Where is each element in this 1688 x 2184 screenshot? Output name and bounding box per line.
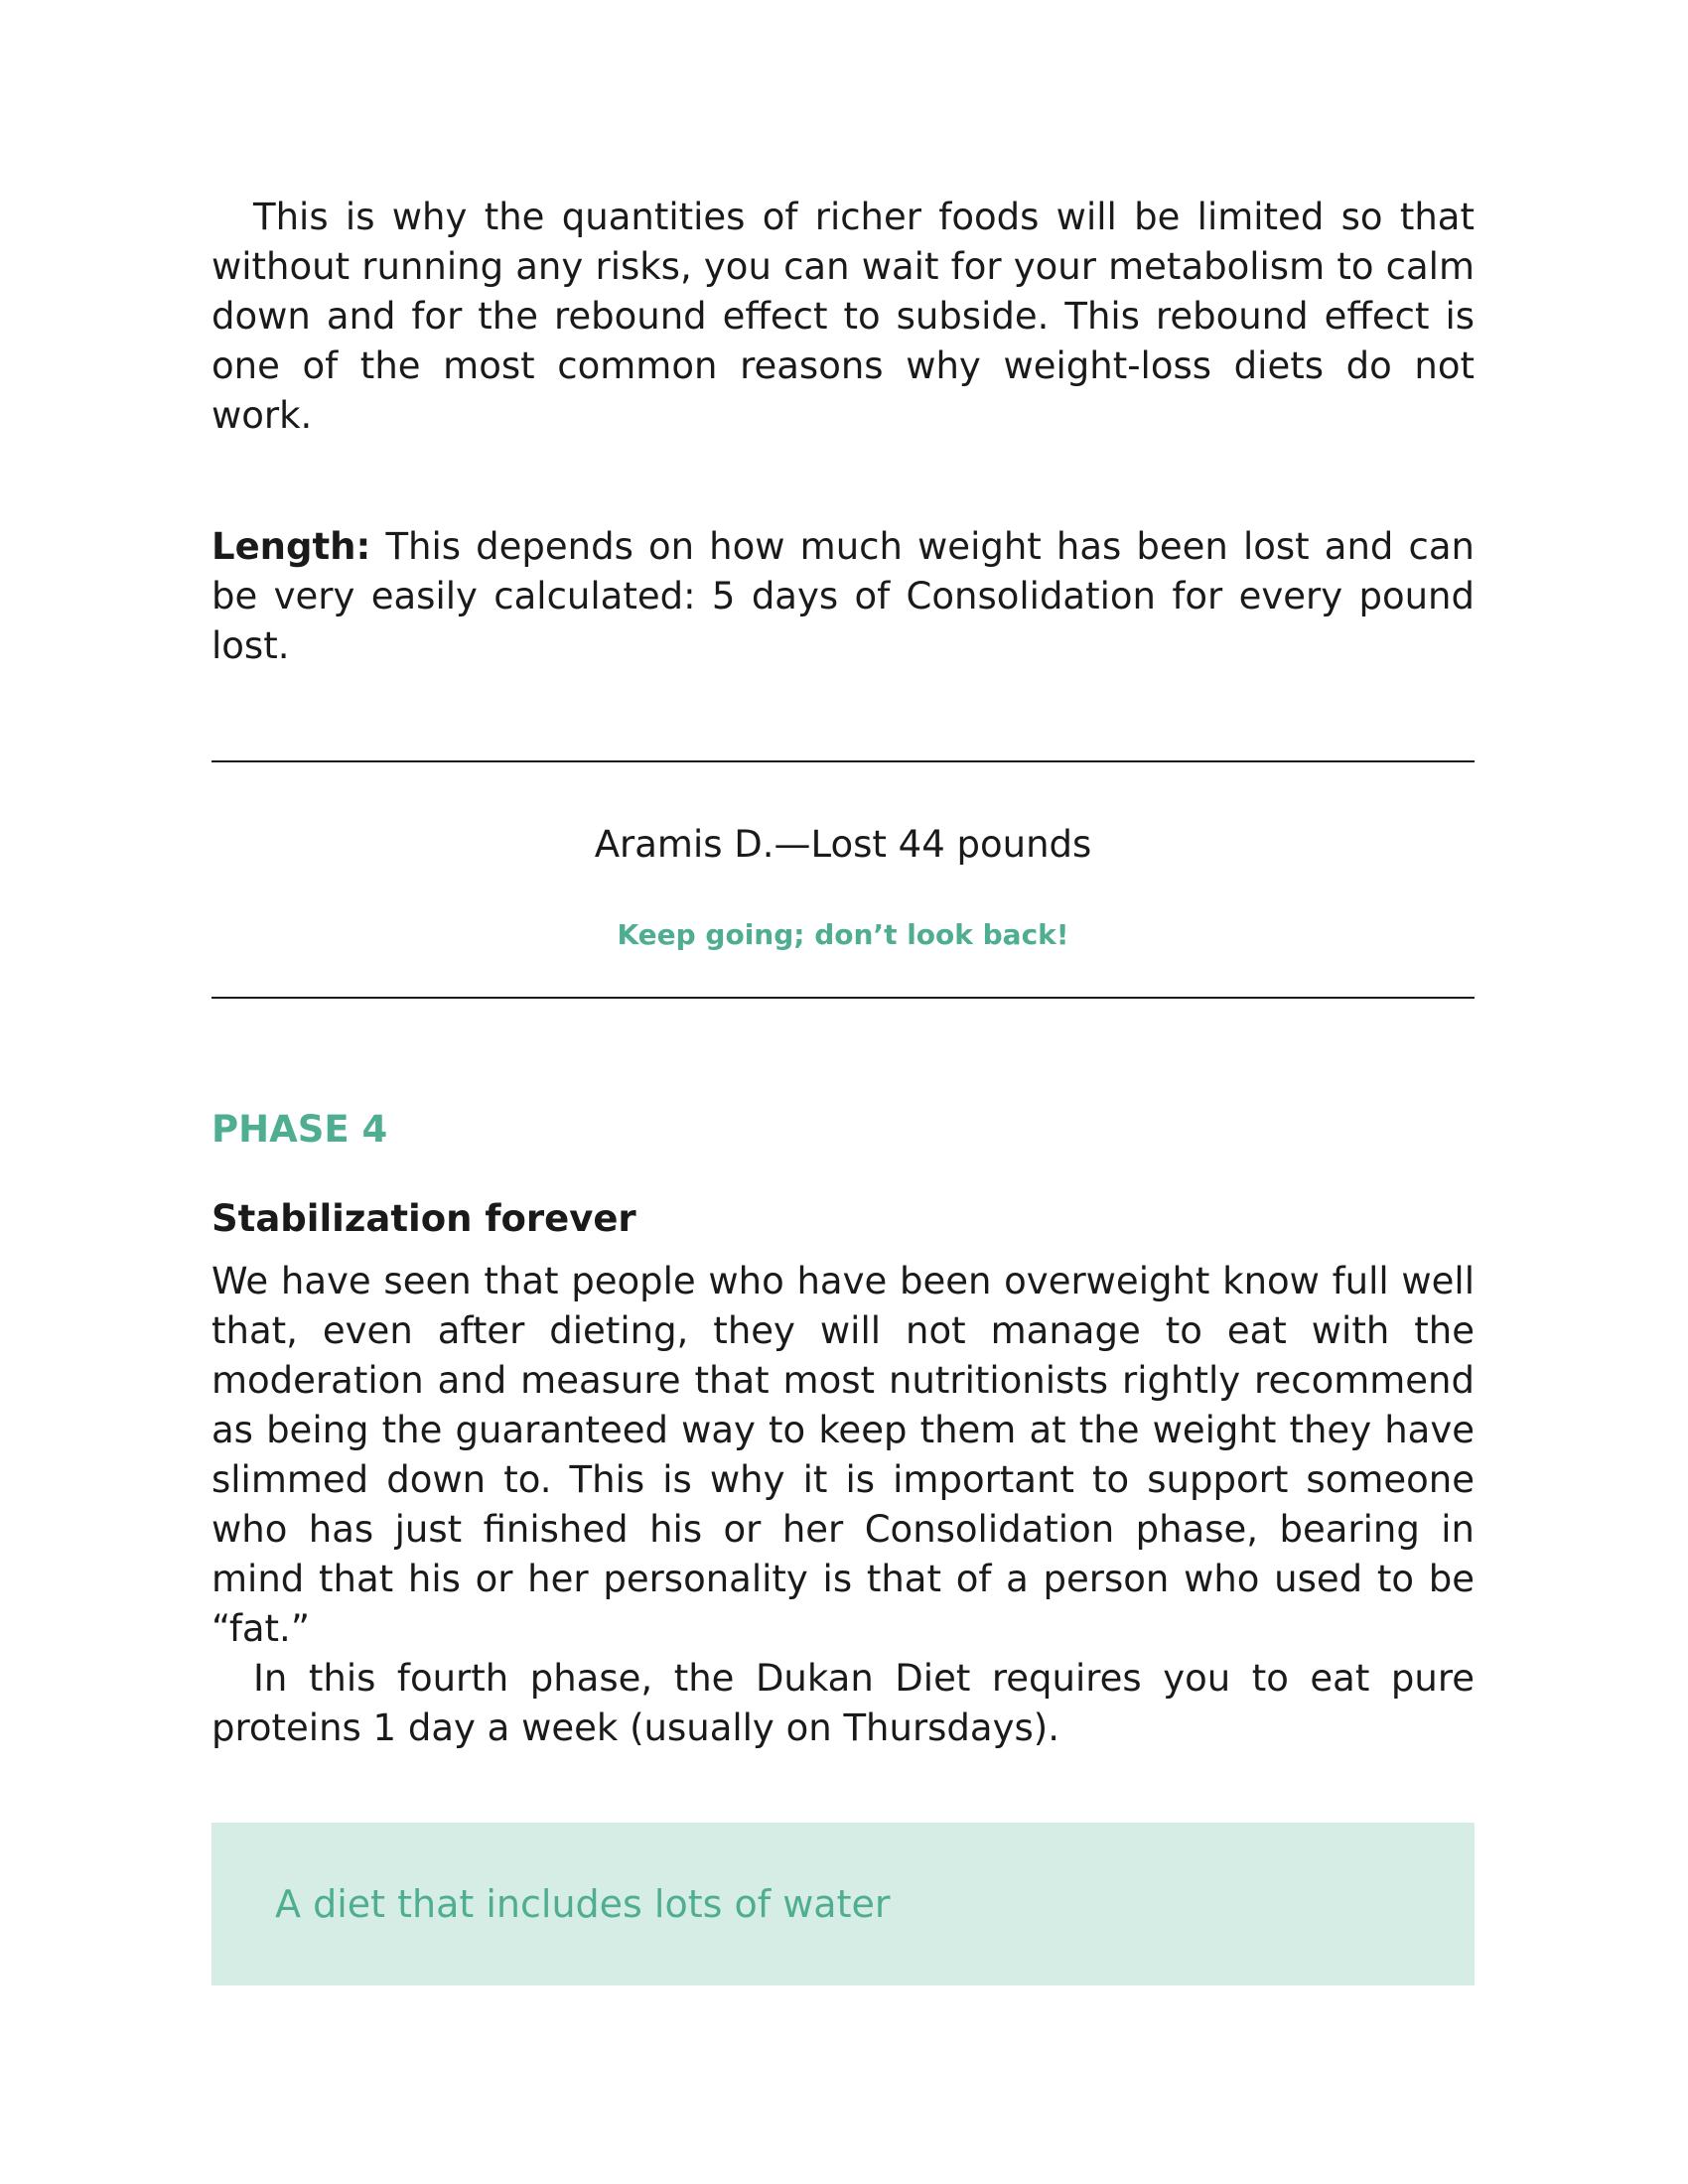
length-text: This depends on how much weight has been lost and can be very easily calculated: 5 days of Consolidation for every pound lost. [211,525,1475,667]
section-title: Stabilization forever [211,1197,636,1240]
testimonial-quote: Keep going; don’t look back! [617,918,1069,951]
callout-box [211,1823,1475,1985]
testimonial-bottom-rule [211,997,1475,999]
phase-body [211,1257,1475,1753]
length-label: Length: [211,525,371,568]
testimonial-top-rule [211,760,1475,762]
phase-paragraph-2: In this fourth phase, the Dukan Diet requires you to eat pure proteins 1 day a week (usually on Thursdays). [211,1657,1475,1749]
phase-heading: PHASE 4 [211,1108,388,1151]
testimonial-name: Aramis D.—Lost 44 pounds [594,823,1092,866]
body-paragraph-rebound: This is why the quantities of richer foods will be limited so that without running any risks, you can wait for your metabolism to calm down and for the rebound effect to subside. This rebound effect is one of the most common reasons why weight-loss diets do not work. [211,196,1475,437]
phase-paragraph-1: We have seen that people who have been overweight know full well that, even after dieting, they will not manage to eat with the moderation and measure that most nutritionists rightly recommend as being the guaranteed way to keep them at the weight they have slimmed down to. This is why it is important to support someone who has just finished his or her Consolidation phase, bearing in mind that his or her personality is that of a person who used to be “fat.” [211,1260,1475,1650]
callout-title: A diet that includes lots of water [275,1882,891,1926]
length-paragraph [211,522,1475,671]
